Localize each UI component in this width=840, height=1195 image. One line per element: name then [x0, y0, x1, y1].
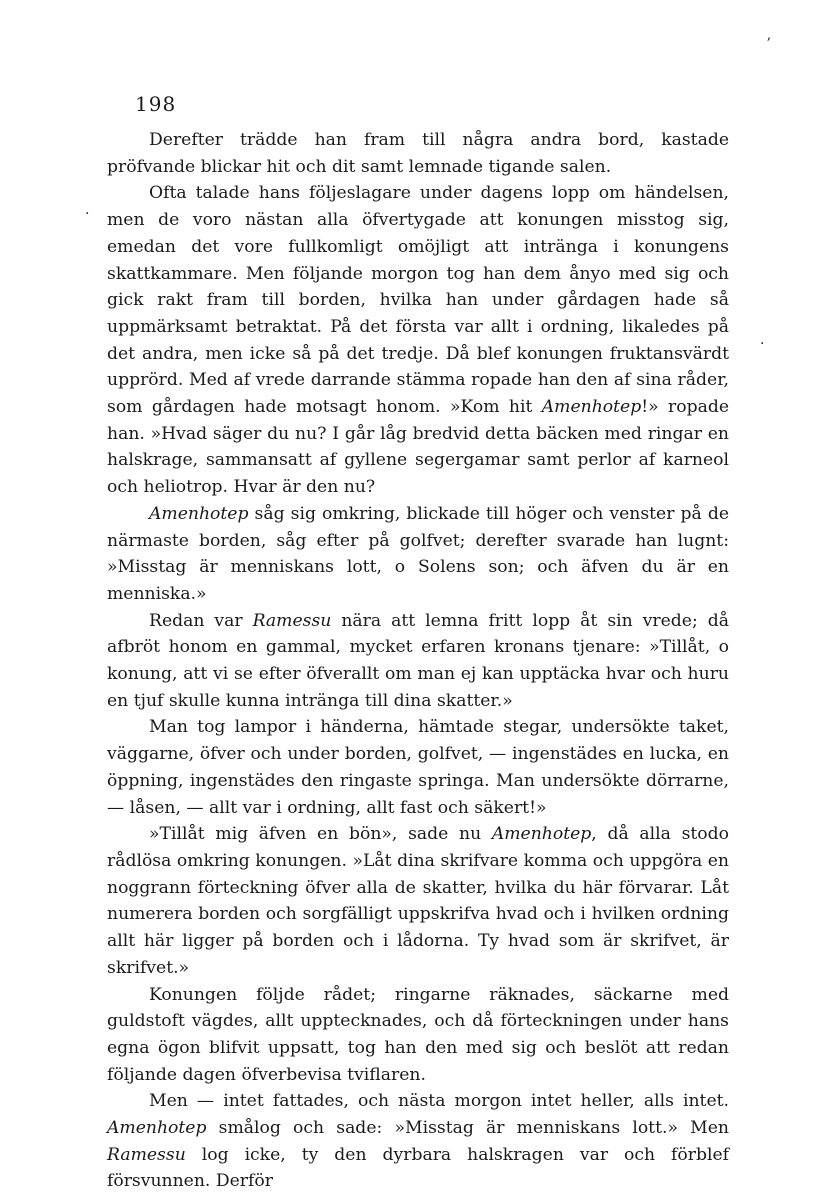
- text-run: log icke, ty den dyrbara halskragen var och förblef försvunnen. Derför: [107, 1144, 729, 1192]
- text-run: såg sig omkring, blickade till höger och venster på de närmaste borden, såg efter på golfvet; derefter svarade han lugnt: »Misstag är menniskans lott, o Solens son; och äfven du är en menniska.»: [107, 503, 729, 604]
- text-run: nära att lemna fritt lopp åt sin vrede; då afbröt honom en gammal, mycket erfaren kronans tjenare: »Tillåt, o konung, att vi se efter öfverallt om man ej kan upptäcka hvar och huru en tjuf skulle kunna inträngа till dina skatter.»: [107, 610, 729, 711]
- paragraph: [107, 501, 729, 608]
- paragraph: [107, 608, 729, 715]
- text-run: Ofta talade hans följeslagare under dagens lopp om händelsen, men de voro nästan alla öfvertygade att konungen misstog sig, emedan det vore fullkomligt omöjligt att intränga i konungens skattkammare. Men följande morgon tog han dem ånyo med sig och gick rakt fram till borden, hvilka han under gårdagen hade så uppmärksamt betraktat. På det första var allt i ordning, likaledes på det andra, men icke så på det tredje. Då blef konungen fruktansvärdt upprörd. Med af vrede darrande stämma ropade han den af sina råder, som gårdagen hade motsagt honom. »Kom hit: [107, 183, 729, 418]
- text-run: »Tillåt mig äfven en bön», sade nu: [149, 824, 492, 845]
- text-run: smålog och sade: »Misstag är menniskans lott.» Men: [206, 1118, 729, 1139]
- italic-name: Amenhotep: [107, 1118, 207, 1139]
- print-speck: ·: [760, 336, 765, 352]
- italic-name: Amenhotep: [149, 503, 249, 524]
- print-speck: ʼ: [766, 36, 771, 52]
- paragraph: [107, 821, 729, 981]
- paragraph: [107, 180, 729, 500]
- text-run: Men — intet fattades, och nästa morgon intet heller, alls intet.: [149, 1091, 729, 1112]
- text-run: Redan var: [149, 610, 253, 631]
- paragraph: [107, 982, 729, 1089]
- text-run: Derefter trädde han fram till några andra bord, kastade pröfvande blickar hit och dit samt lemnade tigande salen.: [107, 130, 729, 177]
- paragraph: [107, 1088, 729, 1195]
- page-number: 198: [135, 92, 177, 116]
- italic-name: Ramessu: [107, 1144, 186, 1165]
- italic-name: Ramessu: [252, 610, 332, 631]
- body-text: [107, 127, 729, 1195]
- text-run: !» ropade han. »Hvad säger du nu? I går låg bredvid detta bäcken med ringar en halskrage, sammansatt af gyllene segergamar samt perlor af karneol och heliotrop. Hvar är den nu?: [107, 397, 729, 498]
- paragraph: [107, 714, 729, 821]
- text-run: , då alla stodo rådlösa omkring konungen. »Låt dina skrifvare komma och uppgöra en noggrann förteckning öfver alla de skatter, hvilka du här förvarar. Låt numerera borden och sorgfälligt uppskrifva hvad och i hvilken ordning allt här ligger på borden och i lådorna. Ty hvad som är skrifvet, är skrifvet.»: [107, 824, 729, 978]
- text-run: Konungen följde rådet; ringarne räknades, säckarne med guldstoft vägdes, allt upptecknades, och då förteckningen under hans egna ögon blifvit uppsatt, tog han den med sig och beslöt att redan följande dagen öfverbevisa tviflaren.: [107, 984, 729, 1085]
- text-run: Man tog lampor i händerna, hämtade stegar, undersökte taket, väggarne, öfver och under borden, golfvet, — ingenstädes en lucka, en öppning, ingenstädes den ringaste springa. Man undersökte dörrarne, — låsen, — allt var i ordning, allt fast och säkert!»: [107, 717, 729, 818]
- italic-name: Amenhotep: [491, 824, 592, 845]
- print-speck: ·: [85, 206, 90, 222]
- paragraph: [107, 127, 729, 180]
- italic-name: Amenhotep: [541, 397, 642, 418]
